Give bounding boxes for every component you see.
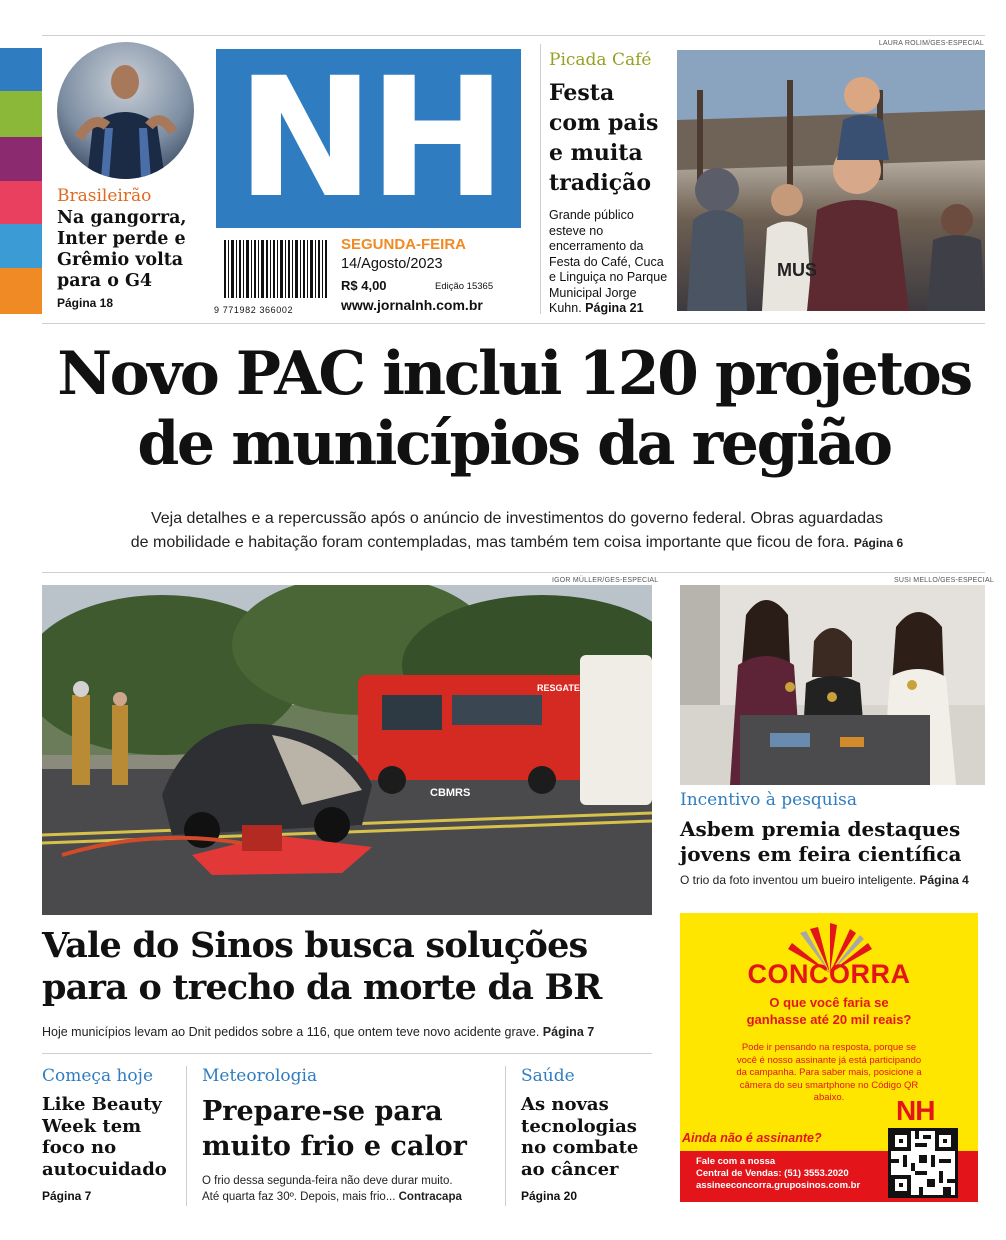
strip-blue [0, 48, 42, 91]
main-deck-line: Veja detalhes e a repercussão após o anúncio de investimentos do governo federal. Obras aguardadas [150, 510, 884, 527]
pesquisa-headline-line: Asbem premia destaques [680, 817, 961, 841]
ad-body-line: da campanha. Para saber mais, posicione a [736, 1067, 922, 1078]
ad-body-line: abaixo. [813, 1092, 845, 1103]
bottom-divider-2 [505, 1066, 506, 1206]
strip-orange [0, 268, 42, 314]
brasileirao-kicker: Brasileirão [57, 186, 152, 206]
festival-illustration [677, 50, 985, 311]
brasileirao-headline-line: para o G4 [57, 271, 153, 291]
logo-text: NH [236, 42, 501, 234]
ad-subtitle-line: O que você faria se [769, 995, 889, 1010]
truck-label: RESGATE [537, 683, 580, 693]
meteo-deck-line: O frio dessa segunda-feira não deve durar muito. [202, 1175, 453, 1187]
picada-photo-text: MUS [777, 260, 817, 280]
beauty-headline-line: autocuidado [42, 1158, 167, 1180]
main-headline-line: Novo PAC inclui 120 projetos [57, 339, 971, 409]
main-headline-line: de municípios da região [137, 409, 891, 479]
beauty-headline-line: foco no [42, 1137, 117, 1158]
pesquisa-kicker: Incentivo à pesquisa [680, 790, 858, 810]
pesquisa-deck: O trio da foto inventou um bueiro inteligente. Página 4 [680, 873, 969, 887]
accident-headline-line: Vale do Sinos busca soluções [42, 925, 588, 966]
brasileirao-headline-line: Inter perde e [57, 229, 186, 249]
beauty-headline-line: Like Beauty [42, 1094, 162, 1115]
picada-body-line: Municipal Jorge [549, 285, 637, 300]
saude-headline-line: no combate [521, 1137, 639, 1158]
saude-page: Página 20 [521, 1189, 578, 1203]
meteo-deck [202, 1173, 462, 1205]
picada-body-line: Festa do Café, Cuca [549, 254, 664, 269]
picada-photo[interactable] [677, 50, 985, 311]
picada-body-last-line: Kuhn. Página 21 [549, 301, 644, 315]
pesquisa-page: Página 4 [919, 873, 969, 887]
bottom-divider-1 [186, 1066, 187, 1206]
pesquisa-headline-line: jovens em feira científica [680, 842, 962, 866]
main-deck-line: de mobilidade e habitação foram contempladas, mas também tem coisa importante que ficou de fora. Página 6 [130, 534, 904, 551]
brasileirao-headline-line: Na gangorra, [57, 208, 187, 228]
strip-purple [0, 137, 42, 181]
picada-body-line: Grande público [549, 208, 634, 222]
top-rule [42, 35, 985, 36]
picada-body-line: esteve no [549, 223, 604, 238]
ad-contact-line: Fale com a nossa [696, 1156, 776, 1167]
ad-subtitle [680, 994, 978, 1028]
main-headline[interactable] [0, 339, 1006, 479]
accident-headline-line: para o trecho da morte da BR [42, 967, 602, 1008]
ad-cta: Ainda não é assinante? [682, 1131, 822, 1145]
truck-text: CBMRS [430, 787, 471, 799]
meteo-headline[interactable] [202, 1094, 467, 1164]
barcode-number: 9 771982 366002 [214, 305, 294, 315]
barcode [222, 240, 332, 306]
meteo-page: Contracapa [398, 1191, 462, 1203]
beauty-kicker: Começa hoje [42, 1066, 153, 1086]
masthead-website[interactable]: www.jornalnh.com.br [341, 297, 483, 313]
logo[interactable] [216, 42, 521, 234]
brasileirao-page: Página 18 [57, 296, 114, 310]
player-illustration [57, 42, 194, 179]
masthead-edition: Edição 15365 [435, 281, 494, 292]
picada-headline[interactable] [549, 78, 658, 198]
picada-headline-line: Festa [549, 80, 615, 106]
saude-kicker: Saúde [521, 1066, 575, 1086]
section-rule [42, 572, 985, 573]
brasileirao-headline[interactable] [57, 208, 207, 292]
meteo-headline-line: Prepare-se para [202, 1096, 443, 1127]
picada-kicker: Picada Café [549, 50, 652, 70]
saude-headline-line: As novas [521, 1094, 609, 1115]
strip-lightblue [0, 224, 42, 268]
qr-code-icon [891, 1131, 955, 1195]
picada-headline-line: e muita [549, 140, 643, 166]
pesquisa-credit: SUSI MELLO/GES-ESPECIAL [894, 577, 994, 584]
meteo-deck-line: Até quarta faz 30º. Depois, mais frio... Contracapa [202, 1191, 462, 1203]
picada-body-line: encerramento da [549, 239, 644, 253]
accident-deck: Hoje municípios levam ao Dnit pedidos sobre a 116, que ontem teve novo acidente grave. Página 7 [42, 1025, 595, 1039]
accident-photo[interactable] [42, 585, 652, 915]
main-page: Página 6 [853, 536, 904, 550]
brasileirao-headline-line: Grêmio volta [57, 250, 184, 270]
picada-body-line: e Linguiça no Parque [549, 270, 668, 284]
main-deck [0, 507, 1006, 555]
saude-headline-line: tecnologias [521, 1115, 637, 1137]
ad-contact-line: Central de Vendas: (51) 3553.2020 [696, 1168, 849, 1179]
pesquisa-photo[interactable] [680, 585, 985, 785]
picada-headline-line: tradição [549, 170, 652, 196]
students-illustration [680, 585, 985, 785]
accident-credit: IGOR MÜLLER/GES-ESPECIAL [552, 577, 659, 584]
ad-body-line: Pode ir pensando na resposta, porque se [741, 1042, 917, 1053]
beauty-headline[interactable] [42, 1094, 167, 1180]
meteo-kicker: Meteorologia [202, 1066, 318, 1086]
masthead-divider [540, 44, 541, 314]
ad-logo: NH [896, 1095, 935, 1126]
accident-page: Página 7 [542, 1025, 595, 1039]
masthead-price: R$ 4,00 [341, 278, 387, 293]
meteo-headline-line: muito frio e calor [202, 1131, 467, 1162]
beauty-page: Página 7 [42, 1189, 92, 1203]
qr-code[interactable] [888, 1128, 958, 1198]
saude-headline-line: ao câncer [521, 1158, 619, 1180]
ad-title: CONCORRA [747, 959, 911, 989]
accident-headline[interactable] [42, 925, 602, 1009]
saude-headline[interactable] [521, 1094, 638, 1180]
accident-illustration [42, 585, 652, 915]
picada-page: Página 21 [585, 301, 644, 315]
picada-credit: LAURA ROLIM/GES-ESPECIAL [878, 40, 984, 47]
masthead-date: 14/Agosto/2023 [341, 256, 443, 272]
pesquisa-headline[interactable] [680, 817, 961, 867]
ad-subtitle-line: ganhasse até 20 mil reais? [746, 1012, 912, 1027]
strip-pink [0, 181, 42, 224]
concorra-ad[interactable] [680, 913, 978, 1202]
masthead-day: SEGUNDA-FEIRA [341, 236, 467, 253]
ad-body-line: você é nosso assinante já está participando [736, 1054, 922, 1066]
brasileirao-photo[interactable] [57, 42, 194, 179]
picada-headline-line: com pais [549, 110, 659, 136]
picada-body [549, 208, 677, 317]
bottom-section-rule [42, 1053, 652, 1054]
beauty-headline-line: Week tem [42, 1115, 142, 1137]
strip-green [0, 91, 42, 137]
ad-contact-line: assineeconcorra.gruposinos.com.br [696, 1180, 861, 1191]
ad-body-line: câmera do seu smartphone no Código QR [739, 1079, 919, 1091]
masthead-bottom-rule [42, 323, 985, 324]
